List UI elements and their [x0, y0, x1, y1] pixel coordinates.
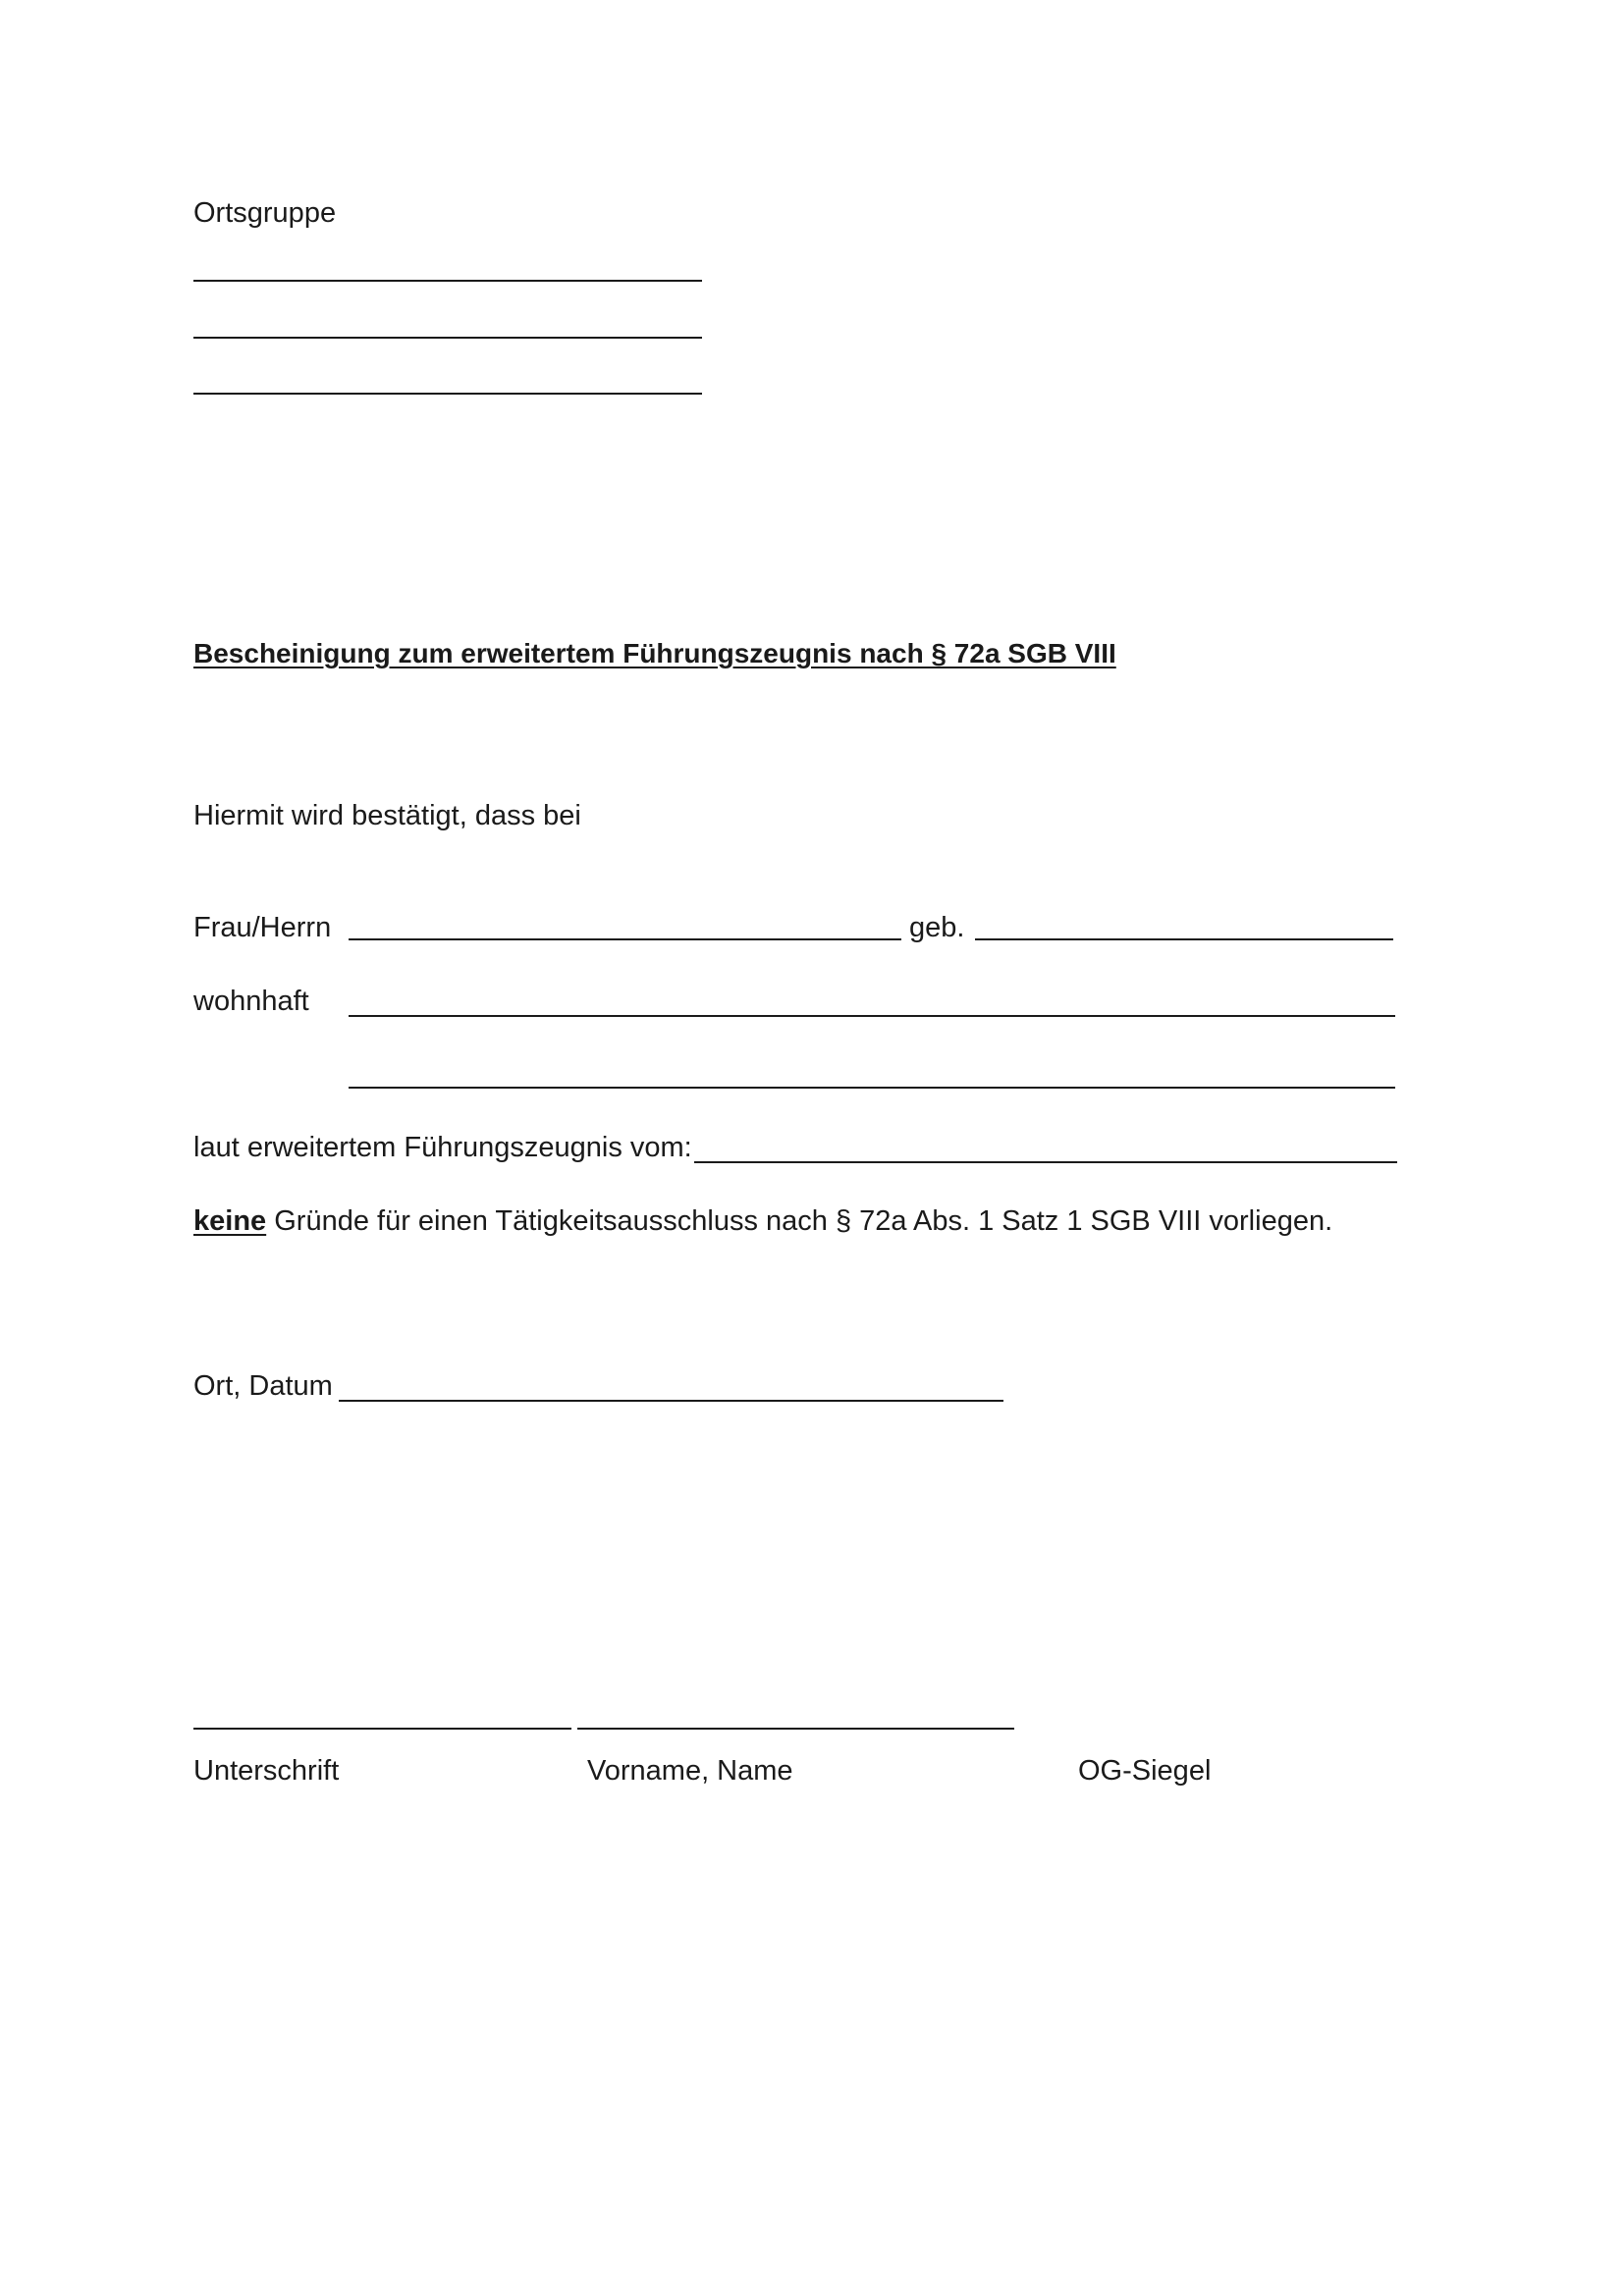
printed-name-label: Vorname, Name: [587, 1755, 793, 1787]
seal-label: OG-Siegel: [1078, 1755, 1212, 1787]
place-date-line[interactable]: [339, 1400, 1003, 1402]
address-line-1[interactable]: [349, 1015, 1395, 1017]
statement-text: [193, 1207, 1332, 1236]
birth-label: geb.: [909, 912, 965, 943]
statement-rest: Gründe für einen Tätigkeitsausschluss nach § 72a Abs. 1 Satz 1 SGB VIII vorliegen.: [266, 1205, 1333, 1237]
intro-text: Hiermit wird bestätigt, dass bei: [193, 800, 581, 831]
printed-name-line[interactable]: [577, 1728, 1014, 1730]
signature-line[interactable]: [193, 1728, 571, 1730]
ortsgruppe-label: Ortsgruppe: [193, 197, 337, 229]
birth-line[interactable]: [975, 938, 1393, 940]
address-label: wohnhaft: [193, 986, 309, 1017]
place-date-label: Ort, Datum: [193, 1370, 333, 1402]
signature-label: Unterschrift: [193, 1755, 340, 1787]
statement-emphasis: keine: [193, 1205, 267, 1237]
ortsgruppe-line-3[interactable]: [193, 393, 702, 395]
name-label: Frau/Herrn: [193, 912, 332, 943]
certificate-date-label: laut erweitertem Führungszeugnis vom:: [193, 1132, 692, 1163]
document-title: Bescheinigung zum erweitertem Führungszeugnis nach § 72a SGB VIII: [193, 638, 1116, 668]
name-line[interactable]: [349, 938, 901, 940]
ortsgruppe-line-2[interactable]: [193, 337, 702, 339]
certificate-date-line[interactable]: [694, 1161, 1397, 1163]
ortsgruppe-line-1[interactable]: [193, 280, 702, 282]
address-line-2[interactable]: [349, 1087, 1395, 1089]
